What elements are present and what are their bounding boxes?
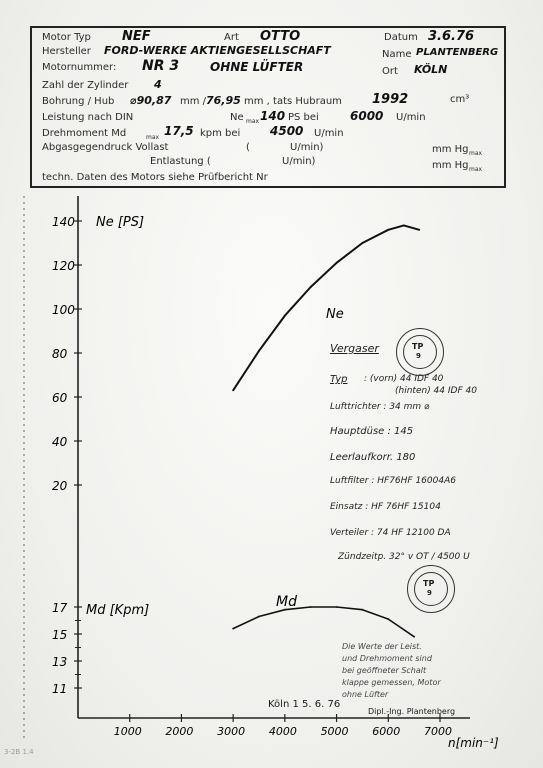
ne-tick-label: 80: [52, 347, 68, 361]
motor-typ-label: Motor Typ: [42, 32, 91, 43]
ne-data-point: [284, 315, 286, 317]
motornummer-value: NR 3: [142, 58, 180, 74]
zylinder-value: 4: [154, 78, 162, 91]
motornummer-note: OHNE LÜFTER: [210, 60, 304, 74]
bohrung-label: Bohrung / Hub: [42, 96, 115, 107]
abgas-unit-sub: max: [469, 150, 483, 157]
x-tick-label: 3000: [217, 725, 246, 738]
abgas-paren-close: U/min): [290, 142, 324, 153]
power-torque-chart: [0, 188, 543, 760]
ne-tick-label: 60: [52, 391, 68, 405]
place-date: Köln 1 5. 6. 76: [268, 699, 341, 710]
ne-data-point: [232, 390, 234, 392]
md-data-point: [362, 609, 364, 611]
note-hauptduese: Hauptdüse : 145: [330, 426, 414, 437]
stamp-lower-text: TP: [423, 579, 435, 588]
hubraum-unit: cm³: [450, 94, 470, 105]
entlastung-unit-sub: max: [469, 166, 483, 173]
leistung-rpm-unit: U/min: [396, 112, 426, 123]
ne-data-point: [387, 229, 389, 231]
md-torque-curve: [233, 607, 414, 637]
motor-typ-value: NEF: [122, 29, 151, 44]
leistung-value: 140: [260, 109, 286, 123]
ne-curve-label: Ne: [326, 307, 344, 322]
art-label: Art: [224, 32, 239, 43]
note-typ-1: : (vorn) 44 IDF 40: [364, 374, 444, 384]
hersteller-label: Hersteller: [42, 46, 91, 57]
remark-line-2: und Drehmoment sind: [342, 654, 432, 663]
hub-unit: mm , tats Hubraum: [244, 96, 342, 107]
remark-line-3: bei geöffneter Schalt: [342, 666, 427, 675]
drehmoment-unit: kpm bei: [200, 128, 241, 139]
name-value: PLANTENBERG: [416, 47, 499, 58]
drehmoment-value: 17,5: [164, 124, 194, 138]
bohrung-unit: mm /: [180, 96, 207, 107]
inspection-stamp-lower: [407, 565, 455, 613]
ne-data-point: [403, 225, 405, 227]
ne-data-point: [362, 242, 364, 244]
engine-data-box: [30, 26, 506, 188]
md-data-point: [232, 628, 234, 630]
zylinder-label: Zahl der Zylinder: [42, 80, 129, 91]
ort-value: KÖLN: [414, 63, 448, 76]
stamp-lower-number: 9: [427, 589, 432, 597]
note-luftfilter: Luftfilter : HF76HF 16004A6: [330, 476, 456, 486]
abgas-label: Abgasgegendruck Vollast: [42, 142, 169, 153]
remark-line-4: klappe gemessen, Motor: [342, 678, 441, 687]
x-axis-title: n[min⁻¹]: [448, 736, 499, 750]
x-tick-label: 1000: [113, 725, 142, 738]
x-tick-label: 5000: [320, 725, 349, 738]
ne-data-point: [336, 262, 338, 264]
note-leerlauf: Leerlaufkorr. 180: [330, 452, 416, 463]
entlastung-label: Entlastung (: [150, 156, 211, 167]
x-tick-label: 4000: [268, 725, 297, 738]
ne-data-point: [258, 350, 260, 352]
md-tick-label: 13: [52, 655, 68, 669]
md-tick-label: 17: [52, 601, 68, 615]
stamp-upper-text: TP: [412, 342, 424, 351]
abgas-paren-open: (: [246, 142, 250, 153]
drehmoment-rpm-unit: U/min: [314, 128, 344, 139]
inspection-stamp-upper: [396, 328, 444, 376]
note-vergaser: Vergaser: [330, 342, 379, 355]
note-verteiler: Verteiler : 74 HF 12100 DA: [330, 528, 451, 538]
remark-line-5: ohne Lüfter: [342, 690, 389, 699]
hub-value: 76,95: [206, 94, 241, 107]
note-einsatz: Einsatz : HF 76HF 15104: [330, 502, 441, 512]
leistung-rpm: 6000: [350, 109, 384, 123]
hersteller-value: FORD-WERKE AKTIENGESELLSCHAFT: [104, 44, 331, 57]
md-data-point: [336, 606, 338, 608]
art-value: OTTO: [260, 29, 301, 44]
note-typ-label: Typ: [330, 374, 348, 385]
leistung-label: Leistung nach DIN: [42, 112, 134, 123]
datum-value: 3.6.76: [428, 29, 475, 44]
md-tick-label: 11: [52, 682, 68, 696]
motornummer-label: Motornummer:: [42, 62, 117, 73]
md-data-point: [258, 616, 260, 618]
ne-tick-label: 140: [52, 215, 75, 229]
ne-tick-label: 40: [52, 435, 68, 449]
drehmoment-label: Drehmoment Md: [42, 128, 127, 139]
entlastung-unit: mm Hg: [432, 160, 469, 171]
bohrung-value: ⌀90,87: [130, 94, 172, 107]
signature: Dipl.-Ing. Plantenberg: [368, 707, 456, 716]
leistung-unit: PS bei: [288, 112, 319, 123]
ne-tick-label: 120: [52, 259, 75, 273]
md-data-point: [387, 618, 389, 620]
hubraum-value: 1992: [372, 92, 409, 107]
ne-tick-label: 100: [52, 303, 75, 317]
drehmoment-sub: max: [146, 134, 160, 141]
entlastung-paren-close: U/min): [282, 156, 316, 167]
datum-label: Datum: [384, 32, 418, 43]
note-lufttrichter: Lufttrichter : 34 mm ⌀: [330, 402, 430, 412]
scan-mark: 3-2B 1.4: [4, 748, 34, 756]
x-tick-label: 7000: [424, 725, 452, 738]
ne-data-point: [310, 286, 312, 288]
ne-axis-title: Ne [PS]: [96, 215, 145, 230]
ort-label: Ort: [382, 66, 398, 77]
note-typ-2: (hinten) 44 IDF 40: [395, 386, 477, 396]
md-axis-title: Md [Kpm]: [86, 603, 150, 618]
abgas-unit: mm Hg: [432, 144, 469, 155]
md-curve-label: Md: [276, 594, 297, 610]
md-data-point: [413, 636, 415, 638]
ne-tick-label: 20: [52, 479, 68, 493]
remark-line-1: Die Werte der Leist.: [342, 642, 422, 651]
leistung-symbol: Ne: [230, 112, 244, 123]
techn-daten-label: techn. Daten des Motors siehe Prüfbericht Nr: [42, 172, 268, 183]
leistung-sub: max: [246, 118, 260, 125]
note-zuendzeitpunkt: Zündzeitp. 32° v OT / 4500 U: [338, 552, 470, 562]
x-tick-label: 6000: [372, 725, 401, 738]
md-data-point: [310, 606, 312, 608]
drehmoment-rpm: 4500: [270, 124, 304, 138]
x-tick-label: 2000: [165, 725, 194, 738]
name-label: Name: [382, 49, 412, 60]
stamp-upper-number: 9: [416, 352, 421, 360]
ne-data-point: [418, 229, 420, 231]
md-tick-label: 15: [52, 628, 68, 642]
